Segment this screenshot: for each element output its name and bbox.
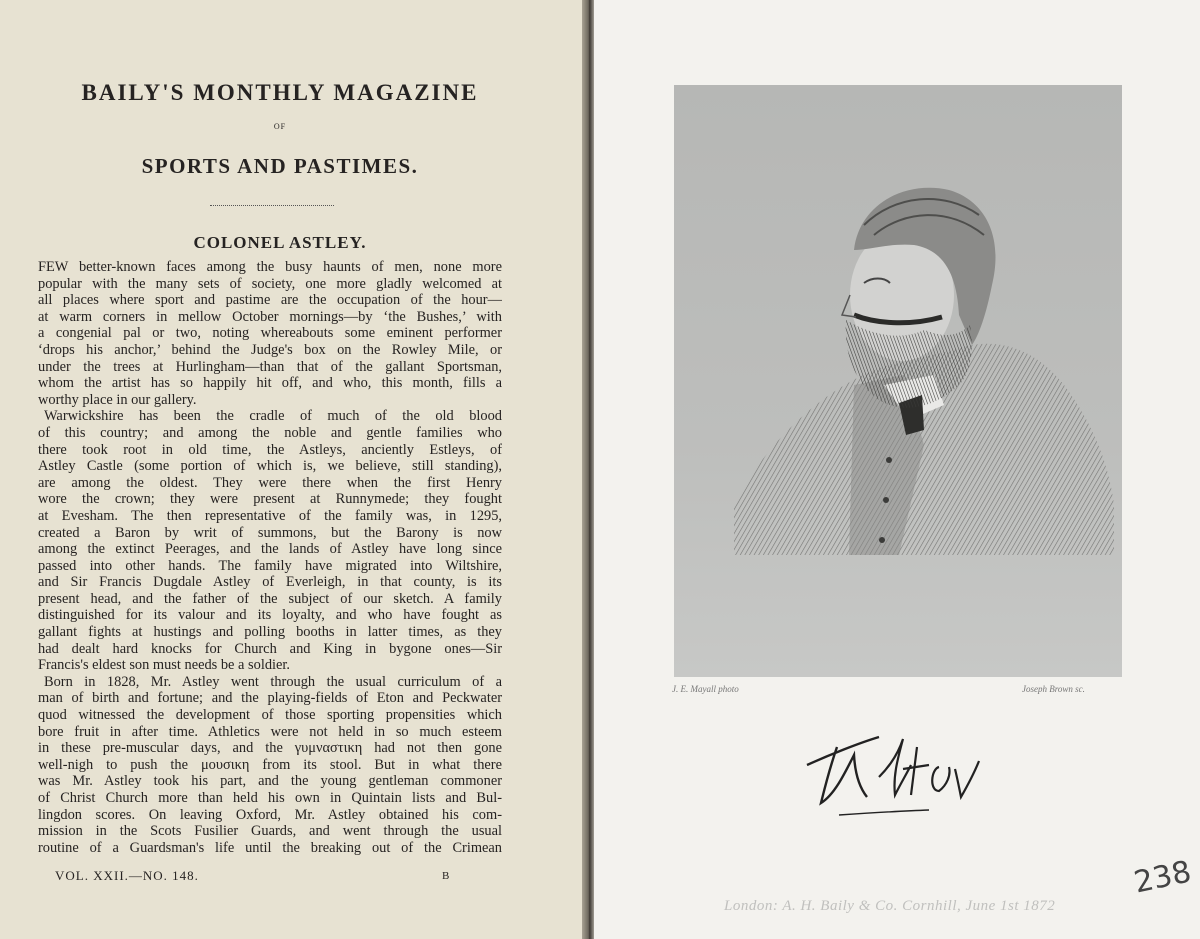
handwritten-page-number: 238 xyxy=(1130,854,1195,901)
article-line: Francis's eldest son must needs be a soldier. xyxy=(38,657,290,674)
portrait-plate xyxy=(674,85,1122,677)
article-line: present head, and the father of the subject of our sketch. A family xyxy=(38,590,502,607)
article-line: man of birth and fortune; and the playing-fields of Eton and Peckwater xyxy=(38,690,502,707)
magazine-title: BAILY'S MONTHLY MAGAZINE xyxy=(81,80,479,105)
article-line: popular with the many sets of society, one more gladly welcomed at xyxy=(38,275,502,292)
article-line: are among the oldest. They were there when the first Henry xyxy=(38,474,502,491)
article-line: in these pre-muscular days, and the γυμναστικη had not then gone xyxy=(38,740,502,757)
article-line: among the extinct Peerages, and the lands of Astley have long since xyxy=(38,541,502,558)
article-line: created a Baron by writ of summons, but the Barony is now xyxy=(38,524,502,541)
article-title: COLONEL ASTLEY. xyxy=(193,233,367,252)
article-line: bore fruit in after time. Athletics were not held in so much esteem xyxy=(38,723,502,740)
left-page xyxy=(0,0,588,939)
magazine-of-label: OF xyxy=(273,122,287,131)
article-line: at warm corners in mellow October mornings—by ‘the Bushes,’ with xyxy=(38,308,502,325)
article-line: whom the artist has so happily hit off, and who, this month, fills a xyxy=(38,375,502,392)
publisher-imprint: London: A. H. Baily & Co. Cornhill, June 1st 1872 xyxy=(724,898,1056,914)
article-line: of this country; and among the noble and gentle families who xyxy=(38,424,502,441)
article-line: FEW better-known faces among the busy haunts of men, none more xyxy=(38,259,502,275)
article-line: passed into other hands. The family have migrated into Wiltshire, xyxy=(38,557,502,574)
article-line: had dealt hard knocks for Church and King in bygone ones—Sir xyxy=(38,640,502,657)
article-line: Warwickshire has been the cradle of much of the old blood xyxy=(44,408,502,425)
article-line: mission in the Scots Fusilier Guards, and went through the usual xyxy=(38,823,502,840)
dotted-rule xyxy=(210,205,334,206)
article-line: worthy place in our gallery. xyxy=(38,391,197,408)
photographer-credit: J. E. Mayall photo xyxy=(672,684,739,694)
article-line: a congenial pal or two, noting whereabouts some eminent performer xyxy=(38,325,502,342)
article-line: ‘drops his anchor,’ behind the Judge's box on the Rowley Mile, or xyxy=(38,341,502,358)
article-line: wore the crown; they were present at Runnymede; they fought xyxy=(38,491,502,508)
portrait-engraving xyxy=(674,85,1122,677)
right-page xyxy=(594,0,1200,939)
article-line: gallant fights at hustings and polling booths in latter times, as they xyxy=(38,624,502,641)
article-line: well-nigh to push the μουσικη from its stool. But in what there xyxy=(38,756,502,773)
article-line: all places where sport and pastime are the occupation of the hour— xyxy=(38,292,502,309)
engraver-credit: Joseph Brown sc. xyxy=(1022,684,1085,694)
article-line: was Mr. Astley took his part, and the young gentleman commoner xyxy=(38,773,502,790)
article-line: routine of a Guardsman's life until the breaking out of the Crimean xyxy=(38,839,502,856)
article-line: at Evesham. The then representative of the family was, in 1295, xyxy=(38,507,502,524)
article-line: distinguished for its valour and its loyalty, and who have fought as xyxy=(38,607,502,624)
article-line: Astley Castle (some portion of which is, we believe, still standing), xyxy=(38,458,502,475)
article-line: and Sir Francis Dugdale Astley of Everleigh, in that county, is its xyxy=(38,574,502,591)
article-line: Born in 1828, Mr. Astley went through the usual curriculum of a xyxy=(44,673,502,690)
volume-footer: VOL. XXII.—NO. 148. xyxy=(55,868,199,883)
article-body xyxy=(38,259,502,856)
signature-mark: B xyxy=(442,870,450,882)
article-line: lingdon scores. On leaving Oxford, Mr. Astley obtained his com- xyxy=(38,806,502,823)
article-line: of Christ Church more than held his own in Quintain lists and Bul- xyxy=(38,790,502,806)
article-line: quod witnessed the development of those sporting propensities which xyxy=(38,707,502,724)
autograph-signature xyxy=(799,725,999,825)
article-line: there took root in old time, the Astleys, anciently Estleys, of xyxy=(38,441,502,458)
article-line: under the trees at Hurlingham—than that of the gallant Sportsman, xyxy=(38,358,502,375)
magazine-subtitle: SPORTS AND PASTIMES. xyxy=(141,154,419,178)
